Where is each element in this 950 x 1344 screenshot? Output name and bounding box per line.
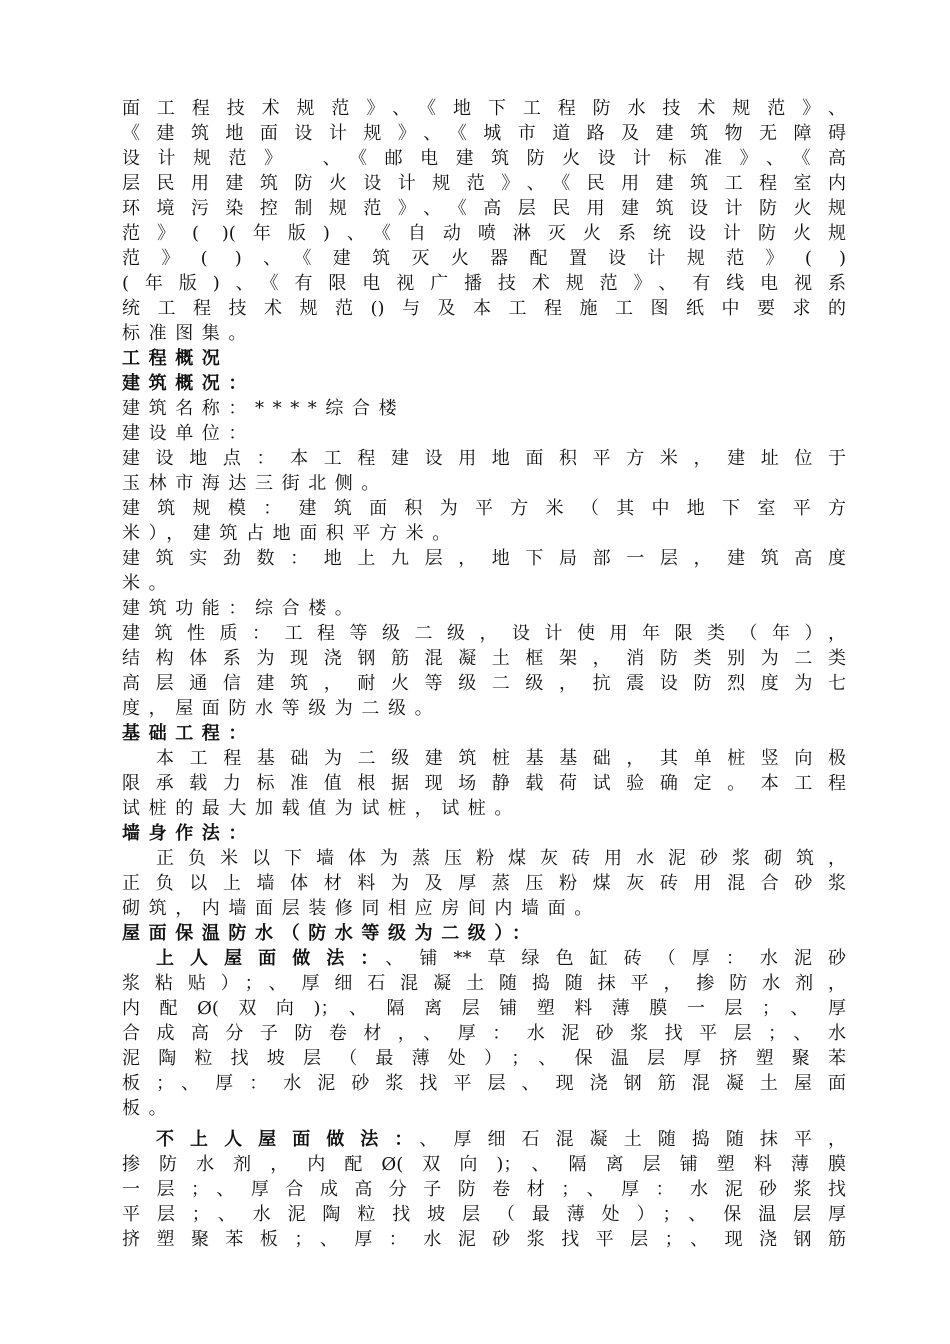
text-line: 内配Ø(双向)；、隔离层铺塑料薄膜一层；、厚	[122, 998, 846, 1019]
text-line: 平层；、水泥陶粒找坡层（最薄处）；、保温层厚	[122, 1204, 846, 1225]
section-heading-overview: 工程概况	[122, 348, 229, 369]
section-heading-roof: 屋面保温防水（防水等级为二级）：	[122, 923, 539, 944]
text-line: 一层；、厚合成高分子防卷材；、厚：水泥砂浆找	[122, 1179, 846, 1200]
text-line: 环境污染控制规范》、《高层民用建筑设计防火规	[122, 198, 846, 219]
text-line: 本工程基础为二级建筑桩基基础，其单桩竖向极	[156, 748, 846, 769]
roof-nonaccessible-label: 不上人屋面做法：	[156, 1129, 420, 1150]
document-page	[122, 96, 846, 1252]
text-line: 米。	[122, 573, 176, 594]
text-line: 建筑规模：建筑面积为平方米（其中地下室平方	[122, 498, 846, 519]
text-line	[122, 1127, 846, 1152]
text-line: 建筑名称：****综合楼	[122, 398, 406, 419]
text-line: 合成高分子防卷材，、厚：水泥砂浆找平层；、水	[122, 1023, 846, 1044]
text-line: 《建筑地面设计规》、《城市道路及建筑物无障碍	[122, 123, 846, 144]
text-line: 结构体系为现浇钢筋混凝土框架，消防类别为二类	[122, 648, 846, 669]
text-line: 标准图集。	[122, 323, 255, 344]
text-line: 浆粘贴）；、厚细石混凝土随捣随抹平，掺防水剂，	[122, 973, 846, 994]
text-line: 米），建筑占地面积平方米。	[122, 523, 459, 544]
section-heading-wall: 墙身作法：	[122, 823, 255, 844]
section-heading-foundation: 基础工程：	[122, 723, 255, 744]
text-line: 正负米以下墙体为蒸压粉煤灰砖用水泥砂浆砌筑，	[156, 848, 846, 869]
text-line: (年版)、《有限电视广播技术规范》、有线电视系	[122, 273, 846, 294]
text-line: 玉林市海达三街北侧。	[122, 473, 388, 494]
roof-nonaccessible-first: 、厚细石混凝土随捣随抹平，	[419, 1129, 846, 1150]
text-line: 层民用建筑防火设计规范》、《民用建筑工程室内	[122, 173, 846, 194]
roof-accessible-first: 、铺**草绿色缸砖（厚：水泥砂	[385, 948, 846, 969]
text-line: 限承载力标准值根据现场静载荷试验确定。本工程	[122, 773, 846, 794]
text-line: 砌筑，内墙面层装修同相应房间内墙面。	[122, 898, 601, 919]
text-line: 建设单位：	[122, 423, 255, 444]
text-line: 范》( )、《建筑灭火器配置设计规范》( )	[122, 248, 846, 269]
text-line: 面工程技术规范》、《地下工程防水技术规范》、	[122, 98, 846, 119]
text-line: 建筑实劲数：地上九层，地下局部一层，建筑高度	[122, 548, 846, 569]
text-line: 度，屋面防水等级为二级。	[122, 698, 442, 719]
text-line: 试桩的最大加载值为试桩，试桩。	[122, 798, 521, 819]
text-line: 板；、厚：水泥砂浆找平层、现浇钢筋混凝土屋面	[122, 1073, 846, 1094]
text-line: 统工程技术规范()与及本工程施工图纸中要求的	[122, 298, 846, 319]
text-line: 建设地点：本工程建设用地面积平方米，建址位于	[122, 448, 846, 469]
roof-accessible-label: 上人屋面做法：	[156, 948, 386, 969]
text-line: 设计规范》 、《邮电建筑防火设计标准》、《高	[122, 148, 846, 169]
text-line: 高层通信建筑，耐火等级二级，抗震设防烈度为七	[122, 673, 846, 694]
text-line: 挤塑聚苯板；、厚：水泥砂浆找平层；、现浇钢筋	[122, 1229, 846, 1250]
text-line: 掺防水剂，内配Ø(双向)；、隔离层铺塑料薄膜	[122, 1154, 846, 1175]
text-line: 范》( )(年版)、《自动喷淋灭火系统设计防火规	[122, 223, 846, 244]
text-line: 板。	[122, 1098, 176, 1119]
subsection-heading-building: 建筑概况：	[122, 373, 255, 394]
text-line: 正负以上墙体材料为及厚蒸压粉煤灰砖用混合砂浆	[122, 873, 846, 894]
text-line: 泥陶粒找坡层（最薄处）；、保温层厚挤塑聚苯	[122, 1048, 846, 1069]
text-line: 建筑性质：工程等级二级，设计使用年限类（年），	[122, 623, 846, 644]
text-line	[122, 946, 846, 971]
text-line: 建筑功能：综合楼。	[122, 598, 362, 619]
